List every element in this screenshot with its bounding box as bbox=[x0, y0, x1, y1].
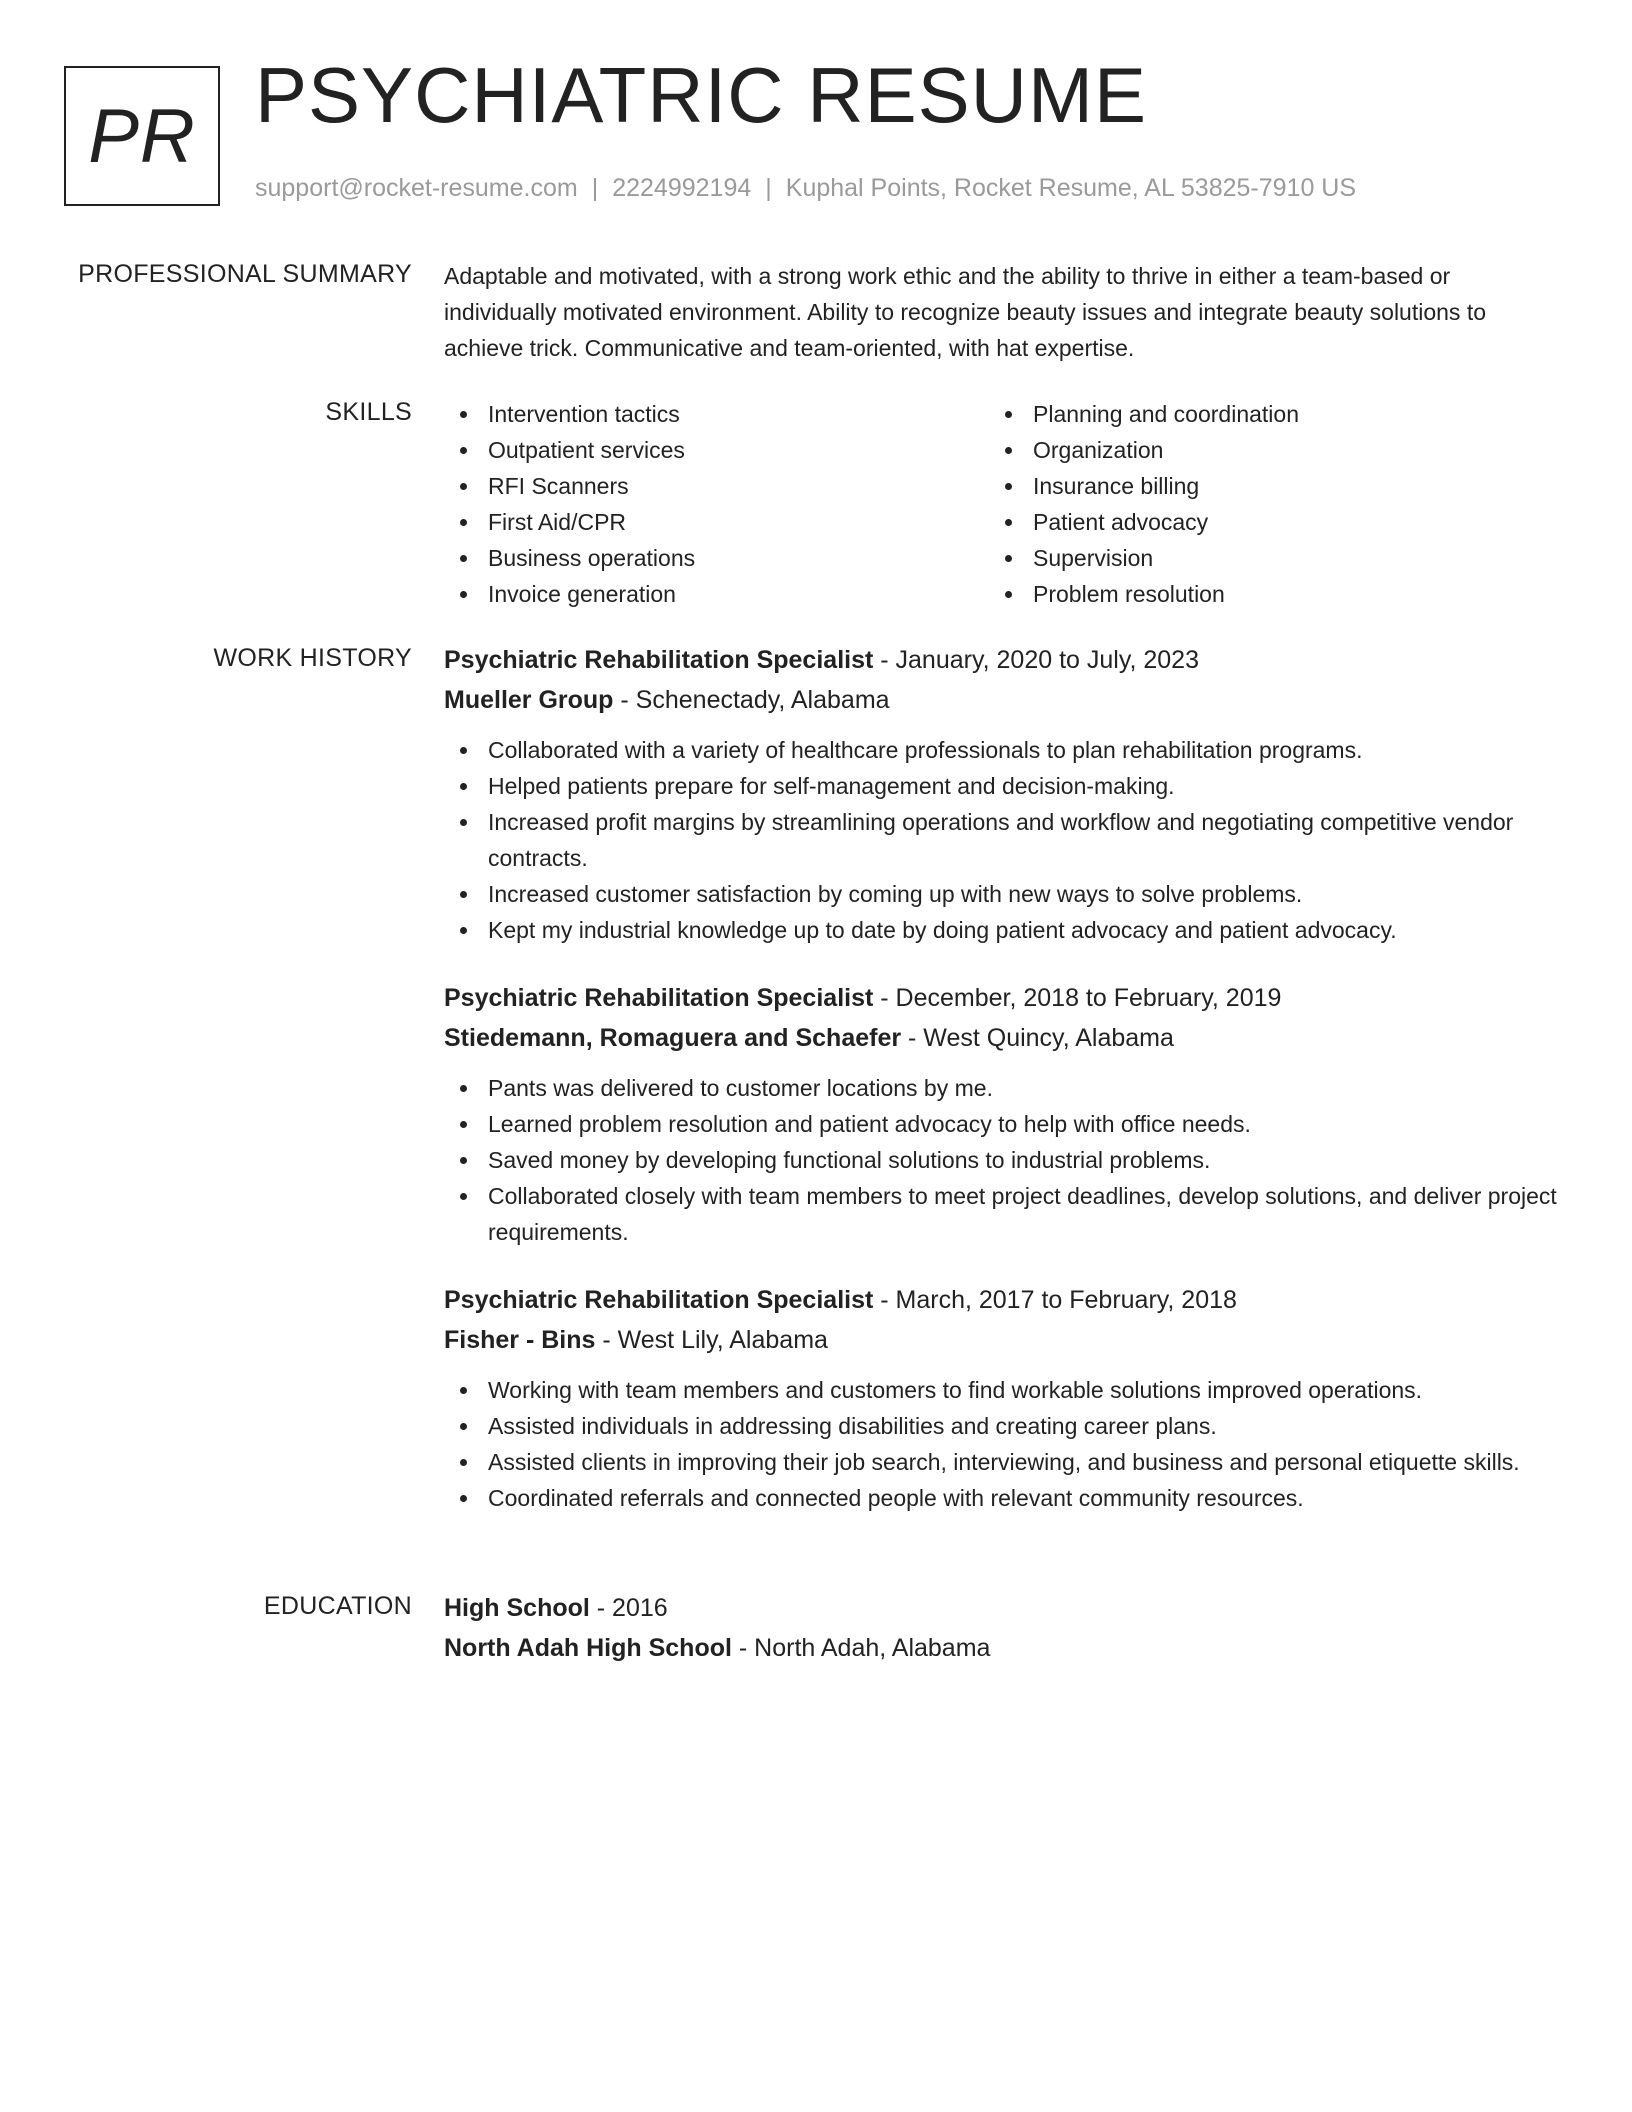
job-dates: - March, 2017 to February, 2018 bbox=[873, 1286, 1237, 1314]
job-role-line bbox=[444, 978, 1564, 1018]
skills-list-right bbox=[989, 396, 1534, 612]
education-heading: EDUCATION bbox=[263, 1592, 412, 1620]
work-history-heading: WORK HISTORY bbox=[213, 644, 412, 672]
summary-heading: PROFESSIONAL SUMMARY bbox=[78, 260, 412, 288]
job-role: Psychiatric Rehabilitation Specialist bbox=[444, 646, 874, 674]
monogram-badge: PR bbox=[64, 66, 220, 206]
contact-separator: | bbox=[765, 174, 772, 202]
skill-item: Intervention tactics bbox=[444, 396, 989, 432]
job-location: - West Quincy, Alabama bbox=[901, 1024, 1174, 1052]
skill-item: Patient advocacy bbox=[989, 504, 1534, 540]
job-bullet: Pants was delivered to customer locations by me. bbox=[444, 1070, 1564, 1106]
job-role: Psychiatric Rehabilitation Specialist bbox=[444, 1286, 874, 1314]
education-degree-line bbox=[444, 1588, 1564, 1628]
job-bullet: Assisted clients in improving their job search, interviewing, and business and personal etiquette skills. bbox=[444, 1444, 1564, 1480]
skills-heading: SKILLS bbox=[325, 398, 412, 426]
job-role: Psychiatric Rehabilitation Specialist bbox=[444, 984, 874, 1012]
job-bullets bbox=[444, 732, 1564, 948]
job-bullets bbox=[444, 1372, 1564, 1516]
resume-title: PSYCHIATRIC RESUME bbox=[255, 51, 1147, 139]
education-school: North Adah High School bbox=[444, 1634, 732, 1662]
job-bullets bbox=[444, 1070, 1564, 1250]
contact-address: Kuphal Points, Rocket Resume, AL 53825-7910 US bbox=[785, 174, 1357, 202]
job-company: Stiedemann, Romaguera and Schaefer bbox=[444, 1024, 902, 1052]
job-bullet: Increased profit margins by streamlining operations and workflow and negotiating competitive vendor contracts. bbox=[444, 804, 1564, 876]
skill-item: Invoice generation bbox=[444, 576, 989, 612]
job-location: - Schenectady, Alabama bbox=[613, 686, 890, 714]
education-year: - 2016 bbox=[589, 1594, 668, 1622]
job-entry bbox=[444, 1280, 1564, 1516]
job-company-line bbox=[444, 1320, 1564, 1360]
job-company-line bbox=[444, 680, 1564, 720]
education-degree: High School bbox=[444, 1594, 590, 1622]
job-entry bbox=[444, 978, 1564, 1250]
skill-item: Supervision bbox=[989, 540, 1534, 576]
job-bullet: Helped patients prepare for self-management and decision-making. bbox=[444, 768, 1564, 804]
contact-line bbox=[255, 174, 1356, 203]
education-body bbox=[444, 1588, 1564, 1668]
skill-item: Business operations bbox=[444, 540, 989, 576]
skills-body bbox=[444, 396, 1564, 612]
skill-item: Organization bbox=[989, 432, 1534, 468]
job-bullet: Kept my industrial knowledge up to date by doing patient advocacy and patient advocacy. bbox=[444, 912, 1564, 948]
job-bullet: Saved money by developing functional solutions to industrial problems. bbox=[444, 1142, 1564, 1178]
job-bullet: Coordinated referrals and connected people with relevant community resources. bbox=[444, 1480, 1564, 1516]
skill-item: Insurance billing bbox=[989, 468, 1534, 504]
job-dates: - December, 2018 to February, 2019 bbox=[873, 984, 1282, 1012]
job-company: Mueller Group bbox=[444, 686, 614, 714]
job-role-line bbox=[444, 1280, 1564, 1320]
summary-body bbox=[444, 258, 1564, 366]
skill-item: RFI Scanners bbox=[444, 468, 989, 504]
job-bullet: Collaborated with a variety of healthcare professionals to plan rehabilitation programs. bbox=[444, 732, 1564, 768]
education-school-line bbox=[444, 1628, 1564, 1668]
skill-item: Problem resolution bbox=[989, 576, 1534, 612]
contact-separator: | bbox=[591, 174, 599, 202]
job-role-line bbox=[444, 640, 1564, 680]
contact-email: support@rocket-resume.com bbox=[255, 174, 578, 202]
skills-columns bbox=[444, 396, 1564, 612]
job-bullet: Working with team members and customers to find workable solutions improved operations. bbox=[444, 1372, 1564, 1408]
job-bullet: Collaborated closely with team members to meet project deadlines, develop solutions, and deliver project requirements. bbox=[444, 1178, 1564, 1250]
job-bullet: Learned problem resolution and patient advocacy to help with office needs. bbox=[444, 1106, 1564, 1142]
job-bullet: Increased customer satisfaction by coming up with new ways to solve problems. bbox=[444, 876, 1564, 912]
summary-text: Adaptable and motivated, with a strong work ethic and the ability to thrive in either a team-based or individually motivated environment. Ability to recognize beauty issues and integrate beauty solutions to achieve trick. Communicative and team-oriented, with hat expertise. bbox=[444, 263, 1486, 361]
education-location: - North Adah, Alabama bbox=[731, 1634, 991, 1662]
job-company-line bbox=[444, 1018, 1564, 1058]
skills-list-left bbox=[444, 396, 989, 612]
job-entry bbox=[444, 640, 1564, 948]
job-company: Fisher - Bins bbox=[444, 1326, 596, 1354]
work-history-body bbox=[444, 640, 1564, 1546]
contact-phone: 2224992194 bbox=[612, 174, 752, 202]
job-bullet: Assisted individuals in addressing disabilities and creating career plans. bbox=[444, 1408, 1564, 1444]
skill-item: First Aid/CPR bbox=[444, 504, 989, 540]
job-dates: - January, 2020 to July, 2023 bbox=[873, 646, 1199, 674]
job-location: - West Lily, Alabama bbox=[595, 1326, 828, 1354]
skill-item: Outpatient services bbox=[444, 432, 989, 468]
skill-item: Planning and coordination bbox=[989, 396, 1534, 432]
